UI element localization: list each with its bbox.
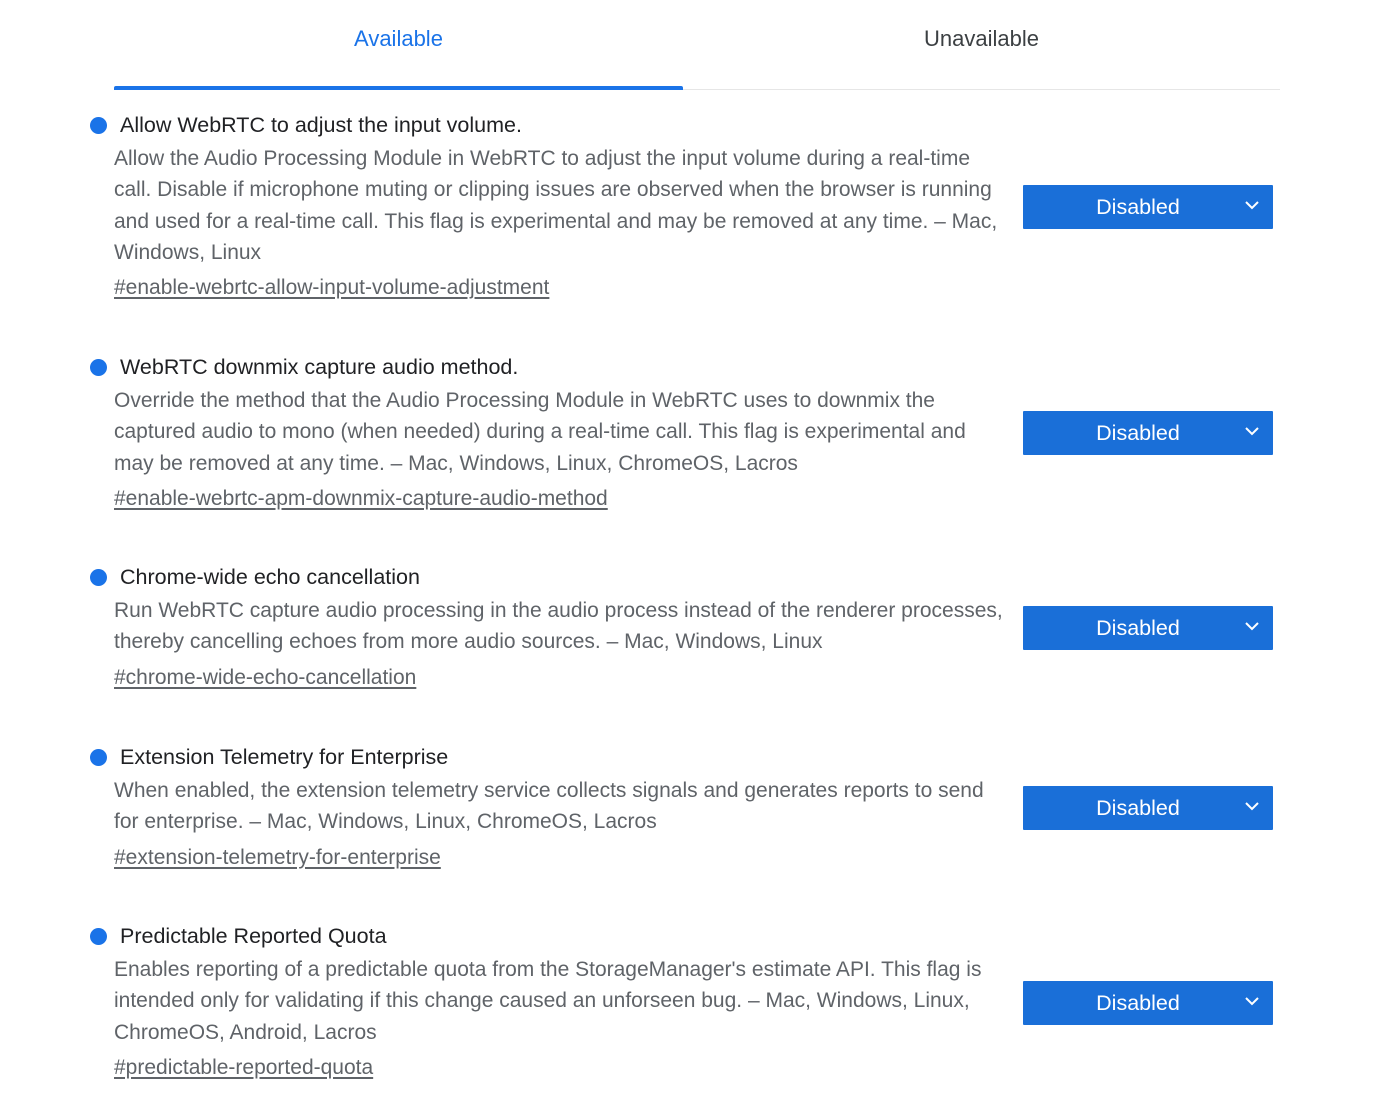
flag-permalink[interactable]: #extension-telemetry-for-enterprise bbox=[114, 845, 441, 869]
dot-icon bbox=[90, 928, 107, 945]
flag-state-select[interactable] bbox=[1023, 786, 1273, 830]
flag-title: WebRTC downmix capture audio method. bbox=[120, 355, 519, 379]
flag-description-text: Run WebRTC capture audio processing in the audio process instead of the renderer processes, thereby cancelling echoes from more audio sources. – Mac, Windows, Linux bbox=[114, 599, 1003, 654]
tab-available-label: Available bbox=[354, 25, 443, 51]
chevron-down-icon bbox=[1245, 621, 1259, 631]
flag-state-select[interactable] bbox=[1023, 981, 1273, 1025]
chevron-down-icon bbox=[1245, 200, 1259, 210]
flag-description-text: When enabled, the extension telemetry service collects signals and generates reports to send for enterprise. – Mac, Windows, Linux, ChromeOS, Lacros bbox=[114, 779, 984, 834]
flag-title: Chrome-wide echo cancellation bbox=[120, 565, 420, 589]
tab-unavailable[interactable] bbox=[697, 0, 1266, 89]
tab-bar bbox=[114, 0, 1280, 90]
flag-permalink[interactable]: #predictable-reported-quota bbox=[114, 1055, 374, 1079]
flag-permalink[interactable]: #enable-webrtc-apm-downmix-capture-audio-method bbox=[114, 486, 608, 510]
flag-title: Extension Telemetry for Enterprise bbox=[120, 745, 449, 769]
dot-icon bbox=[90, 359, 107, 376]
flag-state-value: Disabled bbox=[1096, 615, 1180, 640]
flag-state-value: Disabled bbox=[1096, 194, 1180, 219]
flag-state-select[interactable] bbox=[1023, 185, 1273, 229]
flag-description bbox=[114, 954, 1004, 1083]
flag-description bbox=[114, 775, 1004, 873]
flag-description-text: Allow the Audio Processing Module in WebRTC to adjust the input volume during a real-time call. Disable if microphone muting or clipping issues are observed when the browser is running and used for a real-time call. This flag is experimental and may be removed at any time. – Mac, Windows, Linux bbox=[114, 147, 998, 264]
chevron-down-icon bbox=[1245, 801, 1259, 811]
flag-description bbox=[114, 595, 1004, 693]
flag-state-value: Disabled bbox=[1096, 420, 1180, 445]
flag-description bbox=[114, 143, 1004, 303]
tab-unavailable-label: Unavailable bbox=[924, 25, 1039, 51]
flag-permalink[interactable]: #chrome-wide-echo-cancellation bbox=[114, 665, 417, 689]
flag-description-text: Enables reporting of a predictable quota from the StorageManager's estimate API. This flag is intended only for validating if this change caused an unforseen bug. – Mac, Windows, Linux, ChromeOS, Android, Lacros bbox=[114, 958, 982, 1044]
flag-description-text: Override the method that the Audio Processing Module in WebRTC uses to downmix the captured audio to mono (when needed) during a real-time call. This flag is experimental and may be removed at any time. – Mac, Windows, Linux, ChromeOS, Lacros bbox=[114, 389, 966, 475]
dot-icon bbox=[90, 569, 107, 586]
flag-state-value: Disabled bbox=[1096, 795, 1180, 820]
chevron-down-icon bbox=[1245, 426, 1259, 436]
flag-permalink[interactable]: #enable-webrtc-allow-input-volume-adjustment bbox=[114, 276, 550, 300]
flag-title: Allow WebRTC to adjust the input volume. bbox=[120, 113, 522, 137]
flag-state-select[interactable] bbox=[1023, 606, 1273, 650]
flag-state-value: Disabled bbox=[1096, 990, 1180, 1015]
flag-state-select[interactable] bbox=[1023, 411, 1273, 455]
dot-icon bbox=[90, 117, 107, 134]
dot-icon bbox=[90, 749, 107, 766]
tab-available[interactable] bbox=[114, 0, 683, 89]
flag-description bbox=[114, 385, 1004, 514]
chevron-down-icon bbox=[1245, 996, 1259, 1006]
flag-title: Predictable Reported Quota bbox=[120, 924, 387, 948]
active-tab-indicator bbox=[114, 86, 683, 90]
